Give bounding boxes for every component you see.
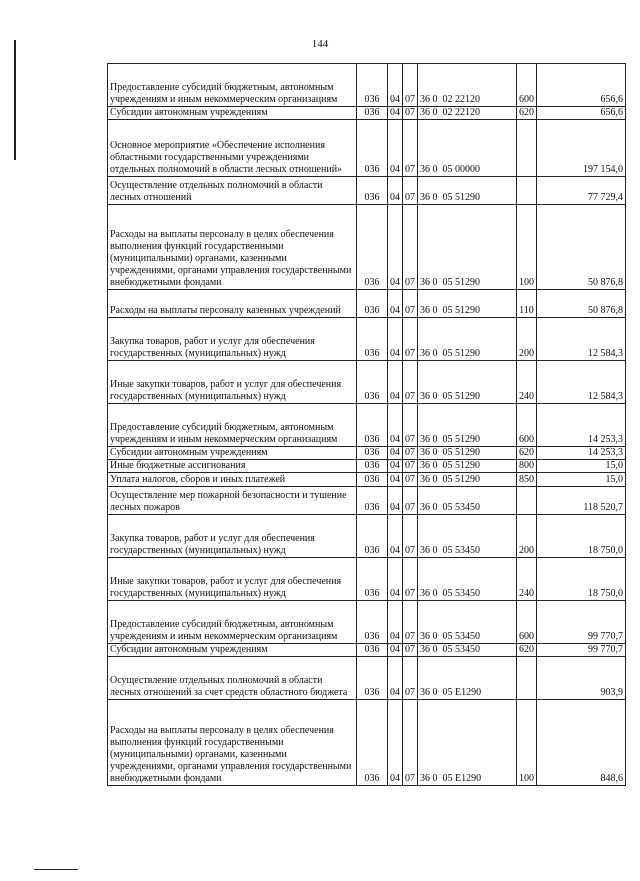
row-section: 04 <box>388 487 403 515</box>
row-section: 04 <box>388 601 403 644</box>
row-amount: 12 584,3 <box>537 361 626 404</box>
row-subsection: 07 <box>403 205 418 290</box>
row-name: Субсидии автономным учреждениям <box>108 447 357 460</box>
table-row <box>108 447 626 460</box>
row-subsection: 07 <box>403 487 418 515</box>
row-name: Расходы на выплаты персоналу в целях обеспечения выполнения функций государственными (муниципальными) органами, казенными учреждениями, органами управления государственными внебюджетными фондами <box>108 700 357 786</box>
page-number: 144 <box>311 38 329 50</box>
row-target-article: 36 0 05 51290 <box>418 205 517 290</box>
table-row <box>108 657 626 700</box>
row-section: 04 <box>388 318 403 361</box>
table-row <box>108 558 626 601</box>
table-row <box>108 205 626 290</box>
row-subsection: 07 <box>403 558 418 601</box>
row-section: 04 <box>388 205 403 290</box>
row-ved-code: 036 <box>357 177 388 205</box>
row-name: Осуществление мер пожарной безопасности и тушение лесных пожаров <box>108 487 357 515</box>
row-expense-type: 620 <box>517 644 537 657</box>
row-subsection: 07 <box>403 177 418 205</box>
row-ved-code: 036 <box>357 515 388 558</box>
row-expense-type <box>517 177 537 205</box>
row-section: 04 <box>388 290 403 318</box>
row-amount: 77 729,4 <box>537 177 626 205</box>
table-row <box>108 515 626 558</box>
row-subsection: 07 <box>403 64 418 107</box>
row-subsection: 07 <box>403 447 418 460</box>
row-expense-type: 800 <box>517 460 537 473</box>
row-expense-type: 620 <box>517 447 537 460</box>
row-target-article: 36 0 05 51290 <box>418 473 517 487</box>
row-expense-type: 620 <box>517 107 537 120</box>
row-amount: 903,9 <box>537 657 626 700</box>
row-target-article: 36 0 05 00000 <box>418 120 517 177</box>
row-target-article: 36 0 05 51290 <box>418 318 517 361</box>
row-section: 04 <box>388 404 403 447</box>
row-name: Закупка товаров, работ и услуг для обеспечения государственных (муниципальных) нужд <box>108 318 357 361</box>
row-name: Основное мероприятие «Обеспечение исполнения областными государственными учреждениями отдельных полномочий в области лесных отношений» <box>108 120 357 177</box>
row-target-article: 36 0 05 53450 <box>418 487 517 515</box>
table-row <box>108 290 626 318</box>
row-subsection: 07 <box>403 657 418 700</box>
row-ved-code: 036 <box>357 558 388 601</box>
row-section: 04 <box>388 107 403 120</box>
row-subsection: 07 <box>403 318 418 361</box>
row-amount: 656,6 <box>537 107 626 120</box>
row-amount: 197 154,0 <box>537 120 626 177</box>
row-ved-code: 036 <box>357 205 388 290</box>
row-ved-code: 036 <box>357 460 388 473</box>
row-target-article: 36 0 05 53450 <box>418 558 517 601</box>
row-subsection: 07 <box>403 460 418 473</box>
row-amount: 848,6 <box>537 700 626 786</box>
row-target-article: 36 0 05 51290 <box>418 290 517 318</box>
row-subsection: 07 <box>403 107 418 120</box>
row-amount: 50 876,8 <box>537 205 626 290</box>
row-expense-type: 100 <box>517 700 537 786</box>
row-target-article: 36 0 05 51290 <box>418 404 517 447</box>
row-section: 04 <box>388 515 403 558</box>
row-name: Предоставление субсидий бюджетным, автономным учреждениям и иным некоммерческим организациям <box>108 64 357 107</box>
row-expense-type: 110 <box>517 290 537 318</box>
table-row <box>108 601 626 644</box>
row-amount: 15,0 <box>537 473 626 487</box>
row-name: Предоставление субсидий бюджетным, автономным учреждениям и иным некоммерческим организациям <box>108 404 357 447</box>
row-ved-code: 036 <box>357 447 388 460</box>
row-expense-type: 200 <box>517 515 537 558</box>
row-amount: 656,6 <box>537 64 626 107</box>
row-section: 04 <box>388 460 403 473</box>
footer-rule <box>34 869 78 870</box>
table-row <box>108 64 626 107</box>
row-name: Осуществление отдельных полномочий в области лесных отношений за счет средств областного бюджета <box>108 657 357 700</box>
row-name: Субсидии автономным учреждениям <box>108 644 357 657</box>
row-expense-type <box>517 487 537 515</box>
row-section: 04 <box>388 644 403 657</box>
table-row <box>108 460 626 473</box>
row-subsection: 07 <box>403 361 418 404</box>
row-target-article: 36 0 02 22120 <box>418 107 517 120</box>
row-section: 04 <box>388 177 403 205</box>
row-subsection: 07 <box>403 601 418 644</box>
row-amount: 12 584,3 <box>537 318 626 361</box>
row-ved-code: 036 <box>357 361 388 404</box>
table-row <box>108 361 626 404</box>
row-ved-code: 036 <box>357 644 388 657</box>
row-subsection: 07 <box>403 473 418 487</box>
row-section: 04 <box>388 447 403 460</box>
row-name: Закупка товаров, работ и услуг для обеспечения государственных (муниципальных) нужд <box>108 515 357 558</box>
row-target-article: 36 0 05 53450 <box>418 601 517 644</box>
row-name: Иные закупки товаров, работ и услуг для обеспечения государственных (муниципальных) нужд <box>108 361 357 404</box>
row-amount: 99 770,7 <box>537 601 626 644</box>
row-amount: 14 253,3 <box>537 404 626 447</box>
row-target-article: 36 0 05 Е1290 <box>418 657 517 700</box>
row-expense-type: 850 <box>517 473 537 487</box>
row-section: 04 <box>388 64 403 107</box>
row-name: Иные закупки товаров, работ и услуг для обеспечения государственных (муниципальных) нужд <box>108 558 357 601</box>
row-expense-type: 240 <box>517 361 537 404</box>
row-target-article: 36 0 05 51290 <box>418 177 517 205</box>
row-name: Субсидии автономным учреждениям <box>108 107 357 120</box>
margin-rule <box>14 40 16 160</box>
table-row <box>108 107 626 120</box>
row-expense-type: 600 <box>517 64 537 107</box>
table-row <box>108 177 626 205</box>
row-subsection: 07 <box>403 700 418 786</box>
row-ved-code: 036 <box>357 107 388 120</box>
table-row <box>108 318 626 361</box>
row-target-article: 36 0 05 Е1290 <box>418 700 517 786</box>
row-expense-type: 240 <box>517 558 537 601</box>
row-expense-type: 600 <box>517 404 537 447</box>
budget-table <box>107 63 626 786</box>
row-target-article: 36 0 05 53450 <box>418 515 517 558</box>
row-ved-code: 036 <box>357 290 388 318</box>
row-name: Предоставление субсидий бюджетным, автономным учреждениям и иным некоммерческим организациям <box>108 601 357 644</box>
row-amount: 18 750,0 <box>537 558 626 601</box>
row-expense-type <box>517 120 537 177</box>
row-section: 04 <box>388 657 403 700</box>
row-name: Уплата налогов, сборов и иных платежей <box>108 473 357 487</box>
row-ved-code: 036 <box>357 473 388 487</box>
row-amount: 50 876,8 <box>537 290 626 318</box>
row-name: Осуществление отдельных полномочий в области лесных отношений <box>108 177 357 205</box>
table-row <box>108 487 626 515</box>
row-ved-code: 036 <box>357 700 388 786</box>
row-ved-code: 036 <box>357 64 388 107</box>
row-amount: 15,0 <box>537 460 626 473</box>
row-ved-code: 036 <box>357 657 388 700</box>
row-ved-code: 036 <box>357 487 388 515</box>
table-row <box>108 473 626 487</box>
row-section: 04 <box>388 473 403 487</box>
row-section: 04 <box>388 558 403 601</box>
row-ved-code: 036 <box>357 120 388 177</box>
row-section: 04 <box>388 361 403 404</box>
row-name: Расходы на выплаты персоналу в целях обеспечения выполнения функций государственными (муниципальными) органами, казенными учреждениями, органами управления государственными внебюджетными фондами <box>108 205 357 290</box>
row-section: 04 <box>388 120 403 177</box>
row-subsection: 07 <box>403 290 418 318</box>
row-expense-type: 200 <box>517 318 537 361</box>
row-target-article: 36 0 05 51290 <box>418 460 517 473</box>
row-ved-code: 036 <box>357 318 388 361</box>
row-subsection: 07 <box>403 404 418 447</box>
table-row <box>108 700 626 786</box>
row-amount: 18 750,0 <box>537 515 626 558</box>
row-target-article: 36 0 02 22120 <box>418 64 517 107</box>
row-name: Иные бюджетные ассигнования <box>108 460 357 473</box>
row-name: Расходы на выплаты персоналу казенных учреждений <box>108 290 357 318</box>
row-expense-type: 600 <box>517 601 537 644</box>
row-amount: 99 770,7 <box>537 644 626 657</box>
table-row <box>108 644 626 657</box>
row-amount: 14 253,3 <box>537 447 626 460</box>
row-subsection: 07 <box>403 120 418 177</box>
row-target-article: 36 0 05 53450 <box>418 644 517 657</box>
table-row <box>108 120 626 177</box>
table-row <box>108 404 626 447</box>
row-section: 04 <box>388 700 403 786</box>
row-expense-type: 100 <box>517 205 537 290</box>
row-ved-code: 036 <box>357 404 388 447</box>
row-subsection: 07 <box>403 515 418 558</box>
row-amount: 118 520,7 <box>537 487 626 515</box>
row-expense-type <box>517 657 537 700</box>
row-ved-code: 036 <box>357 601 388 644</box>
row-target-article: 36 0 05 51290 <box>418 447 517 460</box>
row-target-article: 36 0 05 51290 <box>418 361 517 404</box>
row-subsection: 07 <box>403 644 418 657</box>
